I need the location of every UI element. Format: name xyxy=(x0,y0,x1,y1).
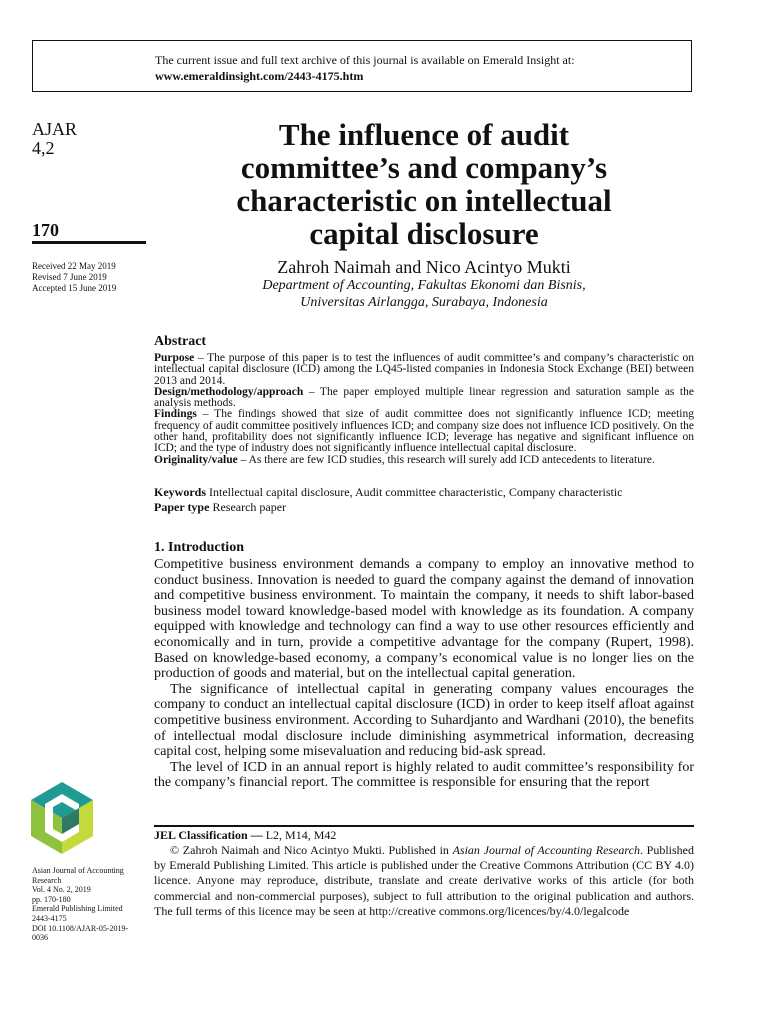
volume-issue: 4,2 xyxy=(32,138,55,158)
jel-classification xyxy=(154,828,336,843)
journal-publisher: Emerald Publishing Limited xyxy=(32,904,123,914)
jel-codes: L2, M14, M42 xyxy=(262,828,337,842)
title-line: committee’s and company’s xyxy=(240,150,608,185)
journal-code xyxy=(32,120,77,158)
abstract-purpose xyxy=(154,353,694,387)
access-notice-box xyxy=(32,40,692,92)
article-dates xyxy=(32,261,116,294)
originality-text: – As there are few ICD studies, this research will surely add ICD antecedents to literature. xyxy=(237,453,655,466)
paper-type-label: Paper type xyxy=(154,500,210,514)
page-number: 170 xyxy=(32,220,59,240)
title-line: characteristic on intellectual xyxy=(236,183,612,218)
abstract-heading: Abstract xyxy=(154,334,207,349)
license-text xyxy=(154,843,694,919)
abstract-originality xyxy=(154,455,694,466)
journal-doi: DOI 10.1108/AJAR-05-2019-0036 xyxy=(32,923,129,943)
title-line: The influence of audit xyxy=(278,117,570,152)
affiliation xyxy=(154,277,694,311)
affiliation-line: Universitas Airlangga, Surabaya, Indonesia xyxy=(300,295,548,310)
purpose-text: – The purpose of this paper is to test the influences of audit committee’s and company’s characteristic on intellectual capital disclosure (ICD) among the LQ45-listed companies in Indonesia Stock Exchange (BEI) between 2013 and 2014. xyxy=(154,352,694,387)
findings-text: – The findings showed that size of audit committee does not significantly influence ICD; meeting frequency of audit committee positively influences ICD; and company size does not influence ICD positively. On the other hand, profitability does not significantly influence ICD; leverage has negative and significant influence on ICD; and the type of industry does not significantly influence intellectual capital disclosure. xyxy=(154,408,694,455)
introduction-heading: 1. Introduction xyxy=(154,540,244,555)
keywords xyxy=(154,485,694,500)
paragraph: The level of ICD in an annual report is highly related to audit committee’s responsibility for the company’s financial report. The committee is responsible for ensuring that the report xyxy=(154,759,694,791)
purpose-label: Purpose xyxy=(154,352,195,364)
revised-date: Revised 7 June 2019 xyxy=(32,272,107,282)
abstract-design xyxy=(154,387,694,410)
paragraph: The significance of intellectual capital in generating company values encourages the company to conduct an intellectual capital disclosure (ICD) in order to keep itself afloat against competitive business environment. According to Suhardjanto and Wardhani (2010), the benefits of intellectual modal disclosure include diminishing asymmetrical information, decreasing capital cost, helping some misevaluation and reducing bid-ask spread. xyxy=(154,681,694,760)
paragraph: Competitive business environment demands a company to employ an innovative method to conduct business. Innovation is needed to guard the company against the demand of innovation and competitive business environment. To maintain the company, it needs to shift labor-based business model toward knowledge-based model with knowledge as its foundation. A company equipped with knowledge and technology can find a way to use other resources efficiently and economically and in turn, provide a competitive advantage for the company (Rupert, 1998). Based on knowledge-based economy, a company’s economical value is no longer lies on the production of goods and material, but on the intellectual capital generation. xyxy=(154,557,694,682)
keywords-label: Keywords xyxy=(154,485,206,499)
page-number-rule xyxy=(32,241,146,244)
journal-volume: Vol. 4 No. 2, 2019 xyxy=(32,885,91,895)
access-notice-text: The current issue and full text archive of this journal is available on Emerald Insight at: xyxy=(155,53,575,67)
findings-label: Findings xyxy=(154,408,197,421)
paper-type xyxy=(154,500,694,515)
introduction-body xyxy=(154,557,694,791)
emerald-cube-logo-icon xyxy=(31,782,93,854)
journal-info xyxy=(32,866,142,943)
journal-pages: pp. 170-180 xyxy=(32,894,71,904)
jel-label: JEL Classification — xyxy=(154,828,263,842)
license-post: . Published by Emerald Publishing Limited. This article is published under the Creative Commons Attribution (CC BY 4.0) licence. Anyone may reproduce, distribute, translate and create derivative works of this article (for both commercial and non-commercial purposes), subject to full attribution to the original publication and authors. The full terms of this licence may be seen at http://creative commons.org/licences/by/4.0/legalcode xyxy=(154,843,695,918)
design-text: – The paper employed multiple linear regression and saturation sample as the analysis methods. xyxy=(154,385,694,410)
accepted-date: Accepted 15 June 2019 xyxy=(32,283,117,293)
article-title xyxy=(154,118,694,250)
affiliation-line: Department of Accounting, Fakultas Ekonomi dan Bisnis, xyxy=(262,278,586,293)
license-journal: Asian Journal of Accounting Research xyxy=(452,843,640,857)
abstract-findings xyxy=(154,409,694,454)
design-label: Design/methodology/approach xyxy=(154,385,304,398)
authors: Zahroh Naimah and Nico Acintyo Mukti xyxy=(277,257,571,277)
journal-issn: 2443-4175 xyxy=(32,913,67,923)
license-pre: © Zahroh Naimah and Nico Acintyo Mukti. Published in xyxy=(170,843,453,857)
originality-label: Originality/value xyxy=(154,453,238,466)
journal-url-link[interactable]: www.emeraldinsight.com/2443-4175.htm xyxy=(155,69,364,83)
journal-name: Asian Journal of Accounting xyxy=(32,866,124,875)
abstract-body xyxy=(154,353,694,466)
paper-type-text: Research paper xyxy=(209,500,287,514)
journal-abbrev: AJAR xyxy=(32,119,78,139)
journal-name-cont: Research xyxy=(32,875,62,885)
keywords-text: Intellectual capital disclosure, Audit committee characteristic, Company characteristic xyxy=(206,485,623,499)
footer-rule xyxy=(154,825,694,827)
received-date: Received 22 May 2019 xyxy=(32,261,116,271)
title-line: capital disclosure xyxy=(309,216,539,251)
